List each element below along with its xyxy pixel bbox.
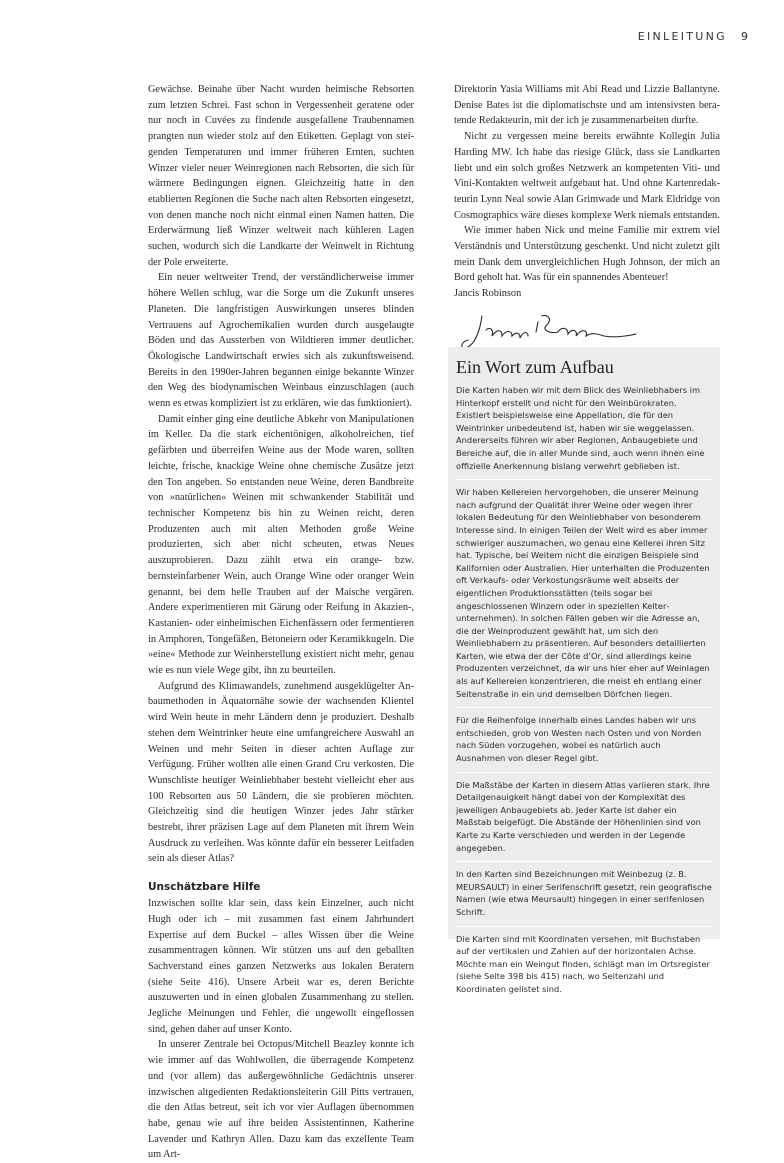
section-title: EINLEITUNG bbox=[637, 30, 727, 43]
infobox-paragraph: Wir haben Kellereien hervorgehoben, die unserer Meinung nach aufgrund der Qualität ihrer Weine oder wegen ihrer lokalen Bedeutung für den Weinliebhaber von besonderem Interesse sind. In einigen Teilen der Welt wird es aber immer schwieriger auszumachen, wo genau eine Kellerei ihren Sitz hat. Typische, bei Weitem nicht die einzigen Beispiele sind Kalifornien oder Australien. Hier unterhalten die Produzenten oft Verkaufs- oder Verkostungsräume weit abseits der eigentlichen Produktionsstätten (teils sogar bei angeschlossenen Winzern oder in speziellen Kelterunternehmen). In solchen Fällen geben wir die Adresse an, die der Weinproduzent gewählt hat, um sich den Weinliebhabern zu präsentieren. Auf besonders detaillierten Karten, wie etwa der der Côte d’Or, sind allerdings keine Produzenten verzeichnet, da wir uns hier eher auf Weinlagen als auf Kellereien konzentrieren, die meist eh entlang einer Seitenstraße in ein und demselben Dörfchen liegen. bbox=[456, 487, 710, 699]
infobox-paragraph: In den Karten sind Bezeichnungen mit Weinbezug (z. B. MEURSAULT) in einer Serifenschrift gesetzt, rein geografische Namen (wie etwa Meursault) hingegen in einer serifenlosen Schrift. bbox=[456, 869, 712, 917]
divider bbox=[456, 861, 712, 862]
right-column bbox=[454, 82, 720, 358]
running-header bbox=[638, 30, 748, 43]
paragraph: In unserer Zentrale bei Octopus/Mitchell Beazley konnte ich wie immer auf das Wohlwollen, die überragende Kompetenz und (vor allem) das außergewöhnliche Gedächtnis unserer inzwischen altgedienten Redaktionsleiterin Gill Pitts vertrauen, die den Atlas betreut, seit ich vor vier Auflagen übernommen habe, genau wie auf ihre beiden Assistentinnen, Katherine Lavender und Kathryn Allen. Dazu kam das exzellente Team um Art- bbox=[148, 1039, 414, 1161]
paragraph: Gewächse. Beinahe über Nacht wurden heimische Rebsorten zum letzten Schrei. Fast schon in Vergessenheit geratene oder nur noch in Cuvées zu findende ausgefallene Traubennamen prangten nun wieder stolz auf den Etiketten. Geplagt von steigenden Temperaturen und immer früheren Ernten, suchten Winzer vieler neuer Weinregionen nach Rebsorten, die sich für wärmere Bedingungen eignen. Gleichzeitig hatte in den etablierten Regionen die Suche nach alten Rebsorten eingesetzt, von denen manche noch nicht einmal einen Namen hatten. Die Erderwärmung ließ Winzer weltweit nach kühleren Lagen suchen, wodurch sich die Landkarte der Weinwelt in Richtung der Pole erweiterte. bbox=[148, 84, 414, 268]
left-column bbox=[148, 82, 414, 1163]
author-name: Jancis Robinson bbox=[454, 288, 522, 300]
infobox-paragraph: Die Karten haben wir mit dem Blick des Weinliebhabers im Hinterkopf erstellt und nicht für den Weinbürokraten. Existiert beispielsweise eine Appellation, die für den Weintrinker unbedeutend ist, haben wir sie weggelassen. Andererseits führen wir aber Regionen, Anbaugebiete und Bereiche auf, die in aller Munde sind, auch wenn ihnen eine offizielle Anerkennung bislang verwehrt geblieben ist. bbox=[456, 385, 705, 471]
paragraph: Ein neuer weltweiter Trend, der verständlicherweise immer höhere Wellen schlug, war die Sorge um die Zukunft unseres Planeten. Die langfristigen Auswirkungen unseres blinden Vertrauens auf Agrochemikalien wurden durch ausgelaugte Böden und das Aussterben von Wildtieren immer deutlicher. Ökologische Landwirtschaft erwies sich als zukunftsweisend. Bereits in den 1990er-Jahren begannen einige bekannte Winzer den Weg des biodynamischen Weinbaus einzuschlagen (auch wenn es etwas kompliziert ist zu erklären, wie das funktioniert). bbox=[148, 272, 414, 410]
infobox-paragraph: Die Karten sind mit Koordinaten versehen, mit Buchstaben auf der vertikalen und Zahlen auf der horizontalen Achse. Möchte man ein Weingut finden, schlägt man im Ortsregister (siehe Seite 398 bis 415) nach, wo Seitenzahl und Koordinaten gelistet sind. bbox=[456, 933, 710, 994]
paragraph: Damit einher ging eine deutliche Abkehr von Manipulationen im Keller. Da die stark eichentönigen, alkoholreichen, tief gefärbten und überreifen Weine aus der Mode waren, sollten leichte, frische, knackige Weine ohne chemische Zusätze jetzt den Ton angeben. So entstanden neue Weine, deren Bandbreite von »natürlichen« Weinen mit schwankender Stabilität und technischer Kompetenz bis hin zu Weinen reicht, deren Produzenten auch mit alten Methoden große Weine produzierten, sich aber nicht scheuten, etwas Neues auszuprobieren. Dazu zählt etwa ein orange- bzw. bernsteinfarbener Wein, auch Orange Wine oder oranger Wein genannt, bei dem helle Trauben auf der Maische vergären. Andere experimentieren mit Gärung oder Reifung in Akazien-, Kastanien- oder einheimischen Eichenfässern oder fermentieren in Amphoren, Tongefäßen, Betoneiern oder Keramikkugeln. Die »eine« Methode zur Weinherstellung existiert nicht mehr, genau wie es nun viele Wege gibt, ihn zu beurteilen. bbox=[148, 413, 414, 677]
paragraph: Aufgrund des Klimawandels, zunehmend ausgeklügelter Anbaumethoden in Äquatornähe sowie der wachsenden Klientel wird Wein heute in mehr Ländern denn je produziert. Deshalb stehen dem Weintrinker heute eine umfangreichere Auswahl an Weinen und mehr Seiten in dieser achten Auflage zur Verfügung. Früher wollten alle einen Grand Cru verkosten. Die Wunschliste heutiger Weinliebhaber besteht vielleicht eher aus 100 Rebsorten aus 50 Ländern, die sie probieren möchten. Gleichzeitig sind die heutigen Winzer jedes Jahr stärker bestrebt, ihrer präzisen Lage auf dem Planeten mit ihrem Wein Ausdruck zu verleihen. Was könnte dafür ein besserer Leitfaden sein als dieser Atlas? bbox=[148, 680, 414, 865]
divider bbox=[456, 926, 712, 927]
infobox-paragraph: Für die Reihenfolge innerhalb eines Landes haben wir uns entschieden, grob von Westen nach Osten und von Norden nach Süden vorzugehen, wobei es natürlich auch Ausnahmen von dieser Regel gibt. bbox=[456, 715, 702, 764]
divider bbox=[456, 707, 712, 708]
paragraph: Inzwischen sollte klar sein, dass kein Einzelner, auch nicht Hugh oder ich – mit zusammen fast einem Jahrhundert Expertise auf dem Buckel – alles Wissen über die Weine zusammentragen können. Wir stützen uns auf den geballten Sachverstand eines ganzen Netzwerks aus lokalen Beratern (siehe Seite 416). Unsere Arbeit war es, deren Berichte auszuwerten und in einen globalen Zusammenhang zu stellen. Jegliche Meinungen und Fehler, die ungewollt eingeflossen sind, gehen daher auf unser Konto. bbox=[148, 898, 414, 1035]
divider bbox=[456, 479, 712, 480]
page-number: 9 bbox=[741, 30, 748, 43]
paragraph: Wie immer haben Nick und meine Familie mir extrem viel Verständnis und Unterstützung geschenkt. Und nicht zuletzt gilt mein Dank dem unvergleichlichen Hugh Johnson, der mich an Bord geholt hat. Was für ein spannendes Abenteuer! bbox=[454, 225, 720, 284]
paragraph: Direktorin Yasia Williams mit Abi Read und Lizzie Ballantyne. Denise Bates ist die diplomatischste und am intensivsten beratende Redakteurin, mit der ich je zusammenarbeiten durfte. bbox=[454, 84, 720, 127]
infobox-paragraph: Die Maßstäbe der Karten in diesem Atlas variieren stark. Ihre Detailgenauigkeit hängt dabei von der Komplexität des jeweiligen Anbaugebiets ab. Jeder Karte ist daher ein Maßstab beigefügt. Die Abstände der Höhenlinien sind von Karte zu Karte verschieden und werden in der Legende angegeben. bbox=[456, 779, 710, 853]
aufbau-infobox bbox=[448, 347, 720, 994]
divider bbox=[456, 772, 712, 773]
paragraph: Nicht zu vergessen meine bereits erwähnte Kollegin Julia Harding MW. Ich habe das riesige Glück, dass sie Landkarten liebt und ein solch großes Netzwerk an kompetenten Viti- und Vini-Kontakten weltweit aufgebaut hat. Und ohne Kartenredakteurin Lynn Neal sowie Alan Grimwade und Mark Eldridge von Cosmographics wäre dieses komplexe Werk niemals entstanden. bbox=[454, 131, 720, 221]
subheading: Unschätzbare Hilfe bbox=[148, 881, 261, 894]
infobox-title: Ein Wort zum Aufbau bbox=[456, 357, 614, 377]
